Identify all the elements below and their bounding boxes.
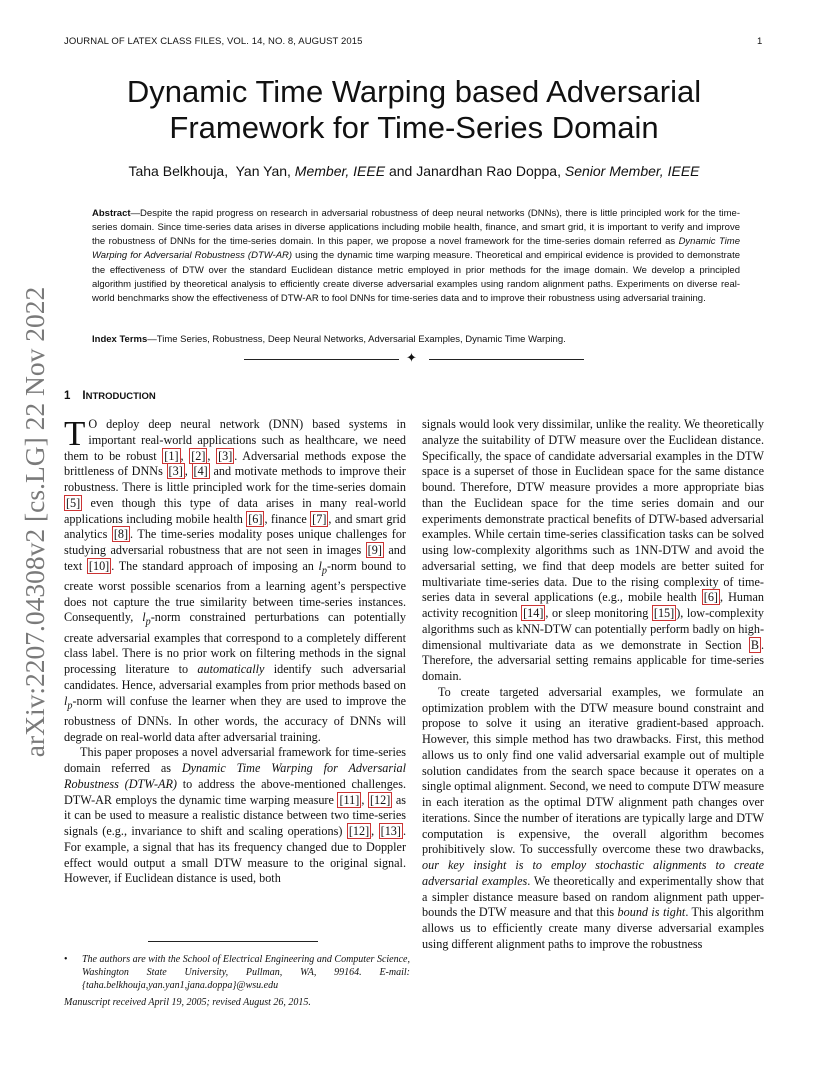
body-column-right: signals would look very dissimilar, unlike the reality. We theoretically analyze the suitability of DTW measure over the Euclidean distance. Specifically, the space of candidate adversarial examples in the DTW space is a superset of those in Euclidean space for the same distance bound. Therefore, DTW measure provides a more appropriate bias than the Euclidean space for the time series domain and our experiments demonstrate practical benefits of DTW-based adversarial examples. While certain time-series classification tasks can be solved using low-complexity algorithms such as 1NN-DTW and avoid the adversarial setting, we find that deep models are better suited for multivariate time-series data. Due to the rising complexity of time-series data in several applications (e.g., mobile health [6] , Human activity recognition [14] , or sleep monitoring [15] ), low-complexity algorithms such as kNN-DTW can potentially perform badly on high-dimensional multivariate data as we demonstrate in Section B . Therefore, the adversarial setting remains applicable for time-series domain. To create targeted adversarial examples, we formulate an optimization problem with the DTW measure bound constraint and propose to solve it using an iterative gradient-based approach. However, this simple method has two drawbacks. First, this method allows us to only find one valid adversarial example out of multiple solution candidates from the search space because it operates on a single optimal alignment. Second, we need to compute DTW measure in each iteration as the optimal DTW alignment path changes over iterations. Since the number of iterations are typically large and DTW computation is expensive, the overall algorithm becomes prohibitively slow. To successfully overcome these two drawbacks, our key insight is to employ stochastic alignments to create adversarial examples. We theoretically and experimentally show that a simpler distance measure based on random alignment path upper-bounds the DTW measure and that this bound is tight. This algorithm allows us to efficiently create many diverse adversarial examples using different alignment paths to improve the robustness xyxy=(422,417,765,951)
section-heading xyxy=(64,390,156,402)
abstract-text: Despite the rapid progress on research in adversarial robustness of deep neural networks (DNNs), there is little principled work for the time-series domain. Since time-series data arises in diverse applications including mobile health, finance, and smart grid, it is important to verify and improve the robustness of DNNs for the time-series domain. In this paper, we propose a novel framework for the time-series domain referred as Dynamic Time Warping for Adversarial Robustness (DTW-AR) using the dynamic time warping measure. Theoretical and empirical evidence is provided to demonstrate the effectiveness of DTW over the standard Euclidean distance metric employed in prior methods for the image domain. We develop a principled algorithm justified by theoretical analysis to efficiently create diverse adversarial examples using random alignment paths. Experiments on diverse real-world benchmarks show the effectiveness of DTW-AR to fool DNNs for time-series data and to improve their robustness using adversarial training. xyxy=(92,208,740,304)
page-number: 1 xyxy=(757,36,763,47)
body-column-left: T O deploy deep neural network (DNN) based systems in important real-world applications such as healthcare, we need them to be robust [1] , [2] , [3] . Adversarial methods expose the brittleness of DNNs [3] , [4] and motivate methods to improve their robustness. There is little principled work for the time-series domain [5] even though this type of data arises in many real-world applications including mobile health [6] , finance [7] , and smart grid analytics [8] . The time-series modality poses unique challenges for studying adversarial robustness that are not seen in images [9] and text [10] . The standard approach of imposing an $l_p$-norm bound to create worst possible scenarios from a learning agent’s perspective does not capture the true similarity between time-series instances. Consequently, $l_p$-norm constrained perturbations can potentially create adversarial examples that correspond to a completely different class label. There is no prior work on filtering methods in the signal processing literature to automatically identify such adversarial candidates. Hence, adversarial examples from prior methods based on $l_p$-norm will confuse the learner when they are used to improve the robustness of DNNs. In other words, the accuracy of DNNs will degrade on real-world data after adversarial training. This paper proposes a novel adversarial framework for time-series domain referred as Dynamic Time Warping for Adversarial Robustness (DTW-AR) to address the above-mentioned challenges. DTW-AR employs the dynamic time warping measure [11] , [12] as it can be used to measure a realistic distance between two time-series signals (e.g., invariance to shift and scaling operations) [12] , [13] . For example, a signal that has its frequency changed due to Doppler effect would output a small DTW measure to the original signal. However, if Euclidean distance is used, both xyxy=(64,414,407,886)
index-terms: Index Terms—Time Series, Robustness, Deep Neural Networks, Adversarial Examples, Dynamic Time Warping. xyxy=(92,334,566,345)
author-list: Taha Belkhouja, Yan Yan, Member, IEEE and Janardhan Rao Doppa, Senior Member, IEEE xyxy=(128,163,700,179)
section-number: 1 xyxy=(64,390,71,402)
section-divider xyxy=(244,352,584,366)
footnote-bullet: • xyxy=(64,954,68,965)
footnote-text: The authors are with the School of Electrical Engineering and Computer Science, Washington State University, Pullman, WA, 99164. E-mail: {taha.belkhouja,yan.yan1,jana.doppa}@wsu.edu xyxy=(82,954,410,991)
footnote-rule xyxy=(148,941,318,942)
arxiv-stamp-container xyxy=(16,282,54,762)
diamond-star-icon: ✦ xyxy=(406,350,417,365)
index-terms-text: Time Series, Robustness, Deep Neural Networks, Adversarial Examples, Dynamic Time Warping. xyxy=(156,334,566,345)
abstract: Abstract—Despite the rapid progress on research in adversarial robustness of deep neural networks (DNNs), there is little principled work for the time-series domain. Since time-series data arises in diverse applications including mobile health, finance, and smart grid, it is important to verify and improve the robustness of DNNs for the time-series domain. In this paper, we propose a novel framework for the time-series domain referred as Dynamic Time Warping for Adversarial Robustness (DTW-AR) using the dynamic time warping measure. Theoretical and empirical evidence is provided to demonstrate the effectiveness of DTW over the standard Euclidean distance metric employed in prior methods for the image domain. We develop a principled algorithm justified by theoretical analysis to efficiently create diverse adversarial examples using random alignment paths. Experiments on diverse real-world benchmarks show the effectiveness of DTW-AR to fool DNNs for time-series data and to improve their robustness using adversarial training. xyxy=(92,208,740,304)
section-title: INTRODUCTION xyxy=(82,390,156,402)
running-head: JOURNAL OF LATEX CLASS FILES, VOL. 14, NO. 8, AUGUST 2015 xyxy=(64,36,363,47)
arxiv-stamp: arXiv:2207.04308v2 [cs.LG] 22 Nov 2022 xyxy=(19,286,50,758)
footnote xyxy=(64,953,410,992)
abstract-label: Abstract xyxy=(92,208,131,219)
manuscript-note: Manuscript received April 19, 2005; revised August 26, 2015. xyxy=(64,997,311,1008)
index-terms-label: Index Terms xyxy=(92,334,148,345)
paper-title: Dynamic Time Warping based Adversarial Framework for Time-Series Domain xyxy=(126,74,702,145)
